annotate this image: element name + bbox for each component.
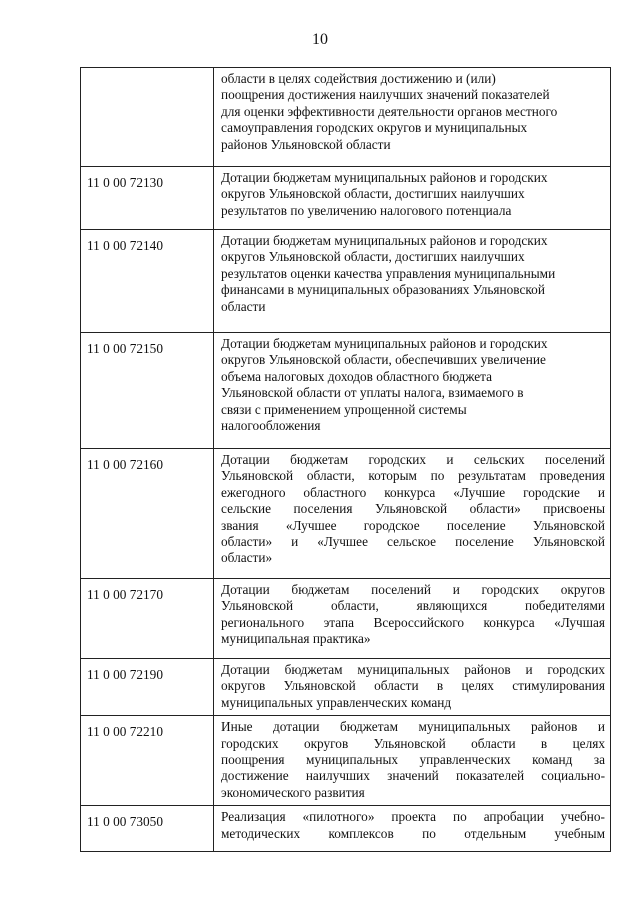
code-cell: 11 0 00 72160 (81, 449, 214, 579)
table-row (81, 449, 611, 579)
table-row (81, 579, 611, 659)
description-line: округов Ульяновской области, достигших наилучших (221, 186, 525, 202)
description-line: результатов по увеличению налогового потенциала (221, 202, 512, 218)
description-line: области» (221, 550, 273, 566)
description-line: поощрения достижения наилучших значений показателей (221, 87, 550, 103)
code-cell: 11 0 00 72130 (81, 167, 214, 230)
description-line: Дотации бюджетам муниципальных районов и городских (221, 336, 548, 351)
description-line: методических комплексов по отдельным учебным (221, 825, 605, 841)
description-line: Ульяновской области, которым по результатам проведения (221, 468, 605, 484)
description-line: округов Ульяновской области, обеспечивших увеличение (221, 352, 546, 368)
description-cell (214, 167, 611, 230)
description-line: Ульяновской области, являющихся победителями (221, 598, 605, 614)
description-line: самоуправления городских округов и муниципальных (221, 120, 528, 136)
table-row (81, 230, 611, 333)
description-line: результатов оценки качества управления муниципальными (221, 265, 556, 281)
code-cell: 11 0 00 72140 (81, 230, 214, 333)
description-line: области (221, 298, 266, 314)
table-row (81, 167, 611, 230)
description-line: области» и «Лучшее сельское поселение Ульяновской (221, 534, 605, 550)
description-line: финансами в муниципальных образованиях Ульяновской (221, 282, 545, 298)
description-line: Дотации бюджетам муниципальных районов и городских (221, 170, 548, 185)
description-line: ежегодного областного конкурса «Лучшие городские и (221, 484, 605, 500)
table-row (81, 659, 611, 716)
description-line: муниципальных управленческих команд (221, 694, 452, 710)
description-line: Ульяновской области от уплаты налога, взимаемого в (221, 385, 524, 401)
description-line: объема налоговых доходов областного бюджета (221, 368, 493, 384)
description-cell (214, 230, 611, 333)
code-cell: 11 0 00 72170 (81, 579, 214, 659)
code-cell: 11 0 00 72210 (81, 716, 214, 806)
code-cell: 11 0 00 73050 (81, 806, 214, 852)
code-cell (81, 68, 214, 167)
description-line: экономического развития (221, 784, 365, 800)
description-cell (214, 806, 611, 852)
description-line: Дотации бюджетам муниципальных районов и городских (221, 662, 605, 677)
description-line: Дотации бюджетам городских и сельских поселений (221, 452, 605, 467)
code-cell: 11 0 00 72150 (81, 333, 214, 449)
description-line: связи с применением упрощенной системы (221, 401, 467, 417)
code-cell: 11 0 00 72190 (81, 659, 214, 716)
table-row (81, 68, 611, 167)
description-line: достижение наилучших значений показателей социально- (221, 768, 605, 784)
description-line: регионального этапа Всероссийского конкурса «Лучшая (221, 614, 605, 630)
description-line: округов Ульяновской области в целях стимулирования (221, 678, 605, 694)
description-cell (214, 449, 611, 579)
table-row (81, 333, 611, 449)
page-number: 10 (312, 31, 328, 48)
table-row (81, 806, 611, 852)
description-line: налогообложения (221, 418, 321, 434)
budget-classification-table (80, 67, 611, 852)
description-cell (214, 716, 611, 806)
description-line: муниципальная практика» (221, 631, 371, 647)
description-line: городских округов Ульяновской области в целях (221, 735, 605, 751)
description-cell (214, 68, 611, 167)
description-line: Дотации бюджетам муниципальных районов и городских (221, 233, 548, 248)
description-line: районов Ульяновской области (221, 136, 391, 152)
description-cell (214, 579, 611, 659)
description-line: сельские поселения Ульяновской области» присвоены (221, 501, 605, 517)
description-line: Дотации бюджетам поселений и городских округов (221, 582, 605, 597)
description-line: звания «Лучшее городское поселение Ульяновской (221, 517, 605, 533)
table-row (81, 716, 611, 806)
description-line: поощрения муниципальных управленческих команд за (221, 752, 605, 768)
description-line: Иные дотации бюджетам муниципальных районов и (221, 719, 605, 735)
description-line: для оценки эффективности деятельности органов местного (221, 103, 558, 119)
description-cell (214, 659, 611, 716)
description-line: Реализация «пилотного» проекта по апробации учебно- (221, 809, 605, 825)
description-cell (214, 333, 611, 449)
description-line: области в целях содействия достижению и (или) (221, 71, 496, 86)
description-line: округов Ульяновской области, достигших наилучших (221, 249, 525, 265)
